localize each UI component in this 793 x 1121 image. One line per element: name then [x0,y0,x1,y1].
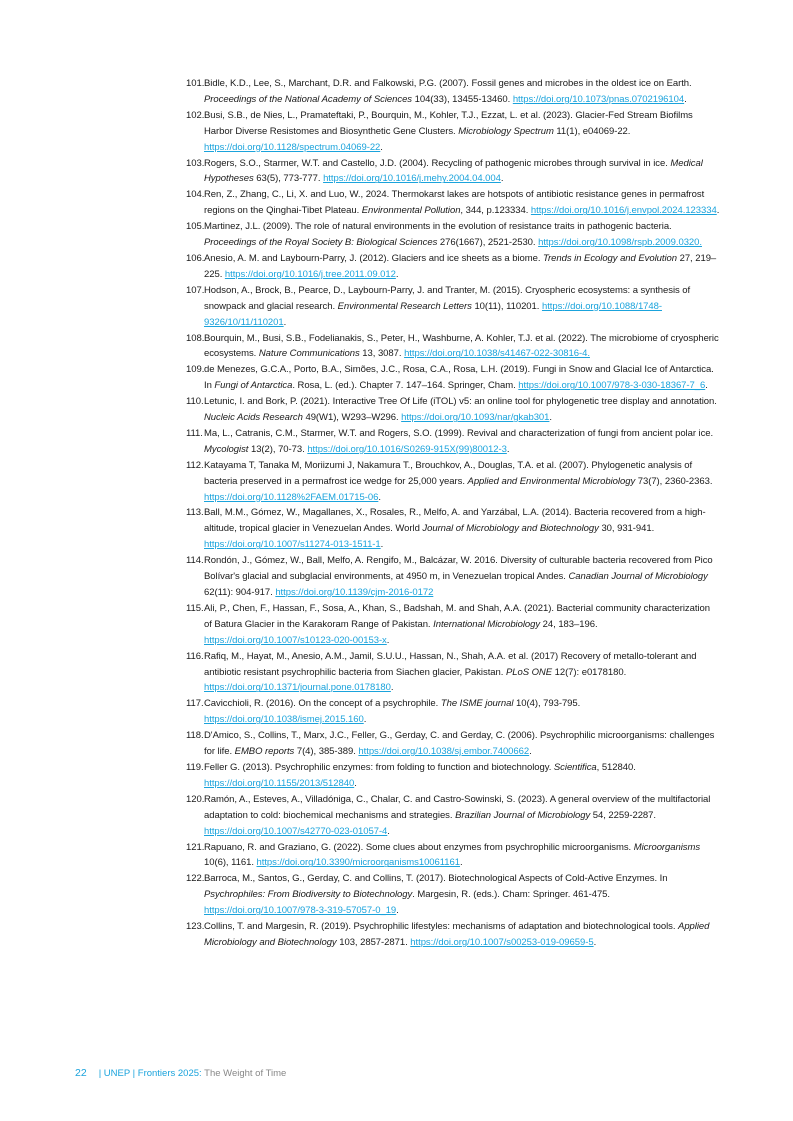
reference-details: , 512840. [596,761,636,773]
reference-item [186,108,720,156]
reference-list [186,76,720,951]
reference-number: 114. [186,555,204,567]
reference-number: 118. [186,730,204,742]
doi-link[interactable]: https://doi.org/10.1016/j.tree.2011.09.012 [224,268,396,280]
reference-authors-title: Anesio, A. M. and Laybourn-Parry, J. (2012). Glaciers and ice sheets as a biome. [204,252,543,264]
reference-number: 104. [186,189,205,201]
reference-journal: Trends in Ecology and Evolution [543,252,677,264]
reference-authors-title: Rogers, S.O., Starmer, W.T. and Castello, J.D. (2004). Recycling of pathogenic microbes through survival in ice. [204,157,671,169]
reference-item [186,251,720,283]
reference-details: 12(7): e0178180. [552,666,627,678]
doi-link[interactable]: https://doi.org/10.1073/pnas.0702196104 [512,93,685,105]
reference-journal: Applied and Environmental Microbiology [467,475,636,487]
reference-details: 13, 3087. [359,348,405,360]
reference-journal: Environmental Pollution [361,205,461,217]
reference-details: 24, 183–196. [540,618,598,630]
reference-text [204,156,720,188]
reference-journal: Scientifica [553,761,597,773]
reference-details: 49(W1), W293–W296. [302,412,402,424]
reference-details: 10(4), 793-795. [513,698,581,710]
reference-item [186,187,720,219]
reference-end: . [390,682,394,694]
reference-journal: Nucleic Acids Research [204,412,303,424]
reference-text [204,840,720,872]
footer-brand: | UNEP | Frontiers 2025: [98,1068,202,1079]
reference-item [186,728,720,760]
reference-authors-title: Feller G. (2013). Psychrophilic enzymes: from folding to function and biotechnology. [204,761,554,773]
doi-link[interactable]: https://doi.org/10.3390/microorganisms10061161 [256,857,461,869]
reference-item [186,792,720,840]
reference-item [186,426,720,458]
reference-text [204,919,720,951]
doi-link[interactable]: https://doi.org/10.1007/s11274-013-1511-1 [204,539,381,551]
reference-end: . [684,93,687,105]
doi-link[interactable]: https://doi.org/10.1016/j.envpol.2024.123334 [530,205,717,217]
reference-end: . [705,380,708,392]
reference-journal: Medical Hypotheses [204,157,703,185]
reference-text [204,251,720,283]
reference-number: 111. [186,427,203,439]
doi-link[interactable]: https://doi.org/10.1016/S0269-915X(99)80012-3 [307,443,507,455]
reference-end: . [395,268,399,280]
reference-end: . [396,905,399,917]
reference-details: 27, 219–225. [204,252,717,280]
reference-text [204,426,720,458]
reference-text [204,76,720,108]
reference-authors-title: Katayama T, Tanaka M, Moriizumi J, Nakamura T., Brouchkov, A., Douglas, T.A. et al. (2007). Phylogenetic analysis of bacteria preserved in a permafrost ice wedge for 25,000 years. [204,459,693,487]
reference-text [204,108,720,156]
reference-item [186,458,720,506]
doi-link[interactable]: https://doi.org/10.1098/rspb.2009.0320. [538,237,702,249]
reference-text [204,601,720,649]
reference-details: 104(33), 13455-13460. [412,93,513,105]
reference-number: 122. [186,873,205,885]
reference-authors-title: Rondón, J., Gómez, W., Ball, Melfo, A. Rengifo, M., Balcázar, W. 2016. Diversity of culturable bacteria recovered from Pico Bolívar's glacial and subglacial environments, at 4950 m, in Venezuelan tropical Andes. [204,555,713,583]
reference-item [186,553,720,601]
reference-number: 105. [186,221,205,233]
reference-number: 113. [186,507,204,519]
reference-journal: Canadian Journal of Microbiology [568,571,708,583]
reference-number: 110. [186,396,204,408]
doi-link[interactable]: https://doi.org/10.1093/nar/gkab301 [401,412,550,424]
reference-journal: Environmental Research Letters [337,300,472,312]
reference-authors-title: Ramón, A., Esteves, A., Villadóniga, C., Chalar, C. and Castro-Sowinski, S. (2023). A general overview of the multifactorial adaptation to cold: biochemical mechanisms and strategies. [204,793,711,821]
reference-end: . [386,634,390,646]
reference-item [186,76,720,108]
reference-details: 10(11), 110201. [471,300,542,312]
reference-journal: Proceedings of the National Academy of Sciences [204,93,413,105]
reference-journal: Nature Communications [258,348,360,360]
reference-text [204,505,720,553]
reference-journal: Applied Microbiology and Biotechnology [204,921,710,948]
reference-authors-title: Ren, Z., Zhang, C., Li, X. and Luo, W., 2024. Thermokarst lakes are hotspots of antibiotic resistance genes in permafrost regions on the Qinghai-Tibet Plateau. [204,189,705,217]
reference-number: 120. [186,793,205,805]
reference-end: . [380,141,383,153]
reference-text [204,362,720,394]
reference-text [204,283,720,331]
reference-authors-title: Collins, T. and Margesin, R. (2019). Psychrophilic lifestyles: mechanisms of adaptation and biotechnological tools. [204,921,679,933]
doi-link[interactable]: https://doi.org/10.1155/2013/512840 [204,777,355,789]
reference-details: 13(2), 70-73. [248,443,308,455]
reference-number: 119. [186,761,204,773]
doi-link[interactable]: https://doi.org/10.1371/journal.pone.0178180 [204,682,391,694]
doi-link[interactable]: https://doi.org/10.1007/978-3-030-18367-7_6 [518,380,706,392]
doi-link[interactable]: https://doi.org/10.1007/s00253-019-09659-5 [410,936,594,948]
reference-journal: Microorganisms [633,841,701,853]
reference-journal: Psychrophiles: From Biodiversity to Biotechnology [204,889,413,901]
reference-details: , 344, p.123334. [460,205,531,217]
reference-authors-title: Busi, S.B., de Nies, L., Pramateftaki, P., Bourquin, M., Kohler, T.J., Ezzat, L. et al. (2023). Glacier-Fed Stream Biofilms Harbor Diverse Resistomes and Biosynthetic Gene Clusters. [204,109,693,137]
reference-text [204,649,720,697]
reference-end: . [593,936,597,948]
reference-number: 109. [186,364,205,376]
reference-authors-title: Martinez, J.L. (2009). The role of natural environments in the evolution of resistance traits in pathogenic bacteria. [204,221,672,233]
reference-end: . [716,205,720,217]
reference-item [186,649,720,697]
reference-text [204,760,720,792]
reference-journal: Proceedings of the Royal Society B: Biological Sciences [204,237,438,249]
page-footer [75,1067,286,1079]
reference-text [204,696,720,728]
reference-number: 115. [186,602,204,614]
doi-link[interactable]: https://doi.org/10.1016/j.mehy.2004.04.004 [323,173,501,185]
reference-number: 108. [186,332,205,344]
reference-details: . Rosa, L. (ed.). Chapter 7. 147–164. Springer, Cham. [292,380,519,392]
reference-item [186,840,720,872]
reference-details: 7(4), 385-389. [294,746,359,758]
doi-link[interactable]: https://doi.org/10.1139/cjm-2016-0172 [275,587,434,598]
doi-link[interactable]: https://doi.org/10.1007/978-3-319-57057-0_19 [204,905,397,917]
reference-text [204,458,720,506]
reference-journal: Brazilian Journal of Microbiology [455,809,591,821]
reference-item [186,505,720,553]
reference-end: . [387,825,390,837]
reference-authors-title: Cavicchioli, R. (2016). On the concept of a psychrophile. [204,698,441,710]
reference-item [186,156,720,188]
reference-text [204,187,720,219]
reference-details: 276(1667), 2521-2530. [437,237,539,249]
reference-authors-title: Rafiq, M., Hayat, M., Anesio, A.M., Jamil, S.U.U., Hassan, N., Shah, A.A. et al. (2017) Recovery of metallo-tolerant and antibiotic resistant psychrophilic bacteria from Siachen glacier, Pakistan. [204,650,697,678]
reference-text [204,728,720,760]
reference-authors-title: Ma, L., Catranis, C.M., Starmer, W.T. and Rogers, S.O. (1999). Revival and characterization of fungi from ancient polar ice. [204,427,714,439]
doi-link[interactable]: https://doi.org/10.1007/s10123-020-00153-x [204,634,387,646]
reference-number: 101. [186,78,205,89]
reference-end: . [529,746,532,758]
reference-journal: Fungi of Antarctica [214,380,293,392]
reference-details: 54, 2259-2287. [590,809,656,821]
reference-journal: The ISME journal [440,698,514,710]
reference-journal: International Microbiology [433,618,541,630]
reference-item [186,696,720,728]
reference-authors-title: Ali, P., Chen, F., Hassan, F., Sosa, A., Khan, S., Badshah, M. and Shah, A.A. (2021). Bacterial community characterization of Batura Glacier in the Karakoram Range of Pakistan. [204,602,710,630]
reference-end: . [460,857,463,869]
reference-details: 63(5), 773-777. [253,173,324,185]
reference-journal: Journal of Microbiology and Biotechnology [422,523,599,535]
reference-authors-title: D'Amico, S., Collins, T., Marx, J.C., Feller, G., Gerday, C. and Gerday, C. (2006). Psychrophilic microorganisms: challenges for life. [204,730,715,758]
reference-details: 10(6), 1161. [204,857,257,869]
footer-subtitle: The Weight of Time [201,1068,287,1079]
reference-authors-title: Bourquin, M., Busi, S.B., Fodelianakis, S., Peter, H., Washburne, A. Kohler, T.J. et al. (2022). The microbiome of cryospheric ecosystems. [204,332,719,360]
reference-authors-title: Hodson, A., Brock, B., Pearce, D., Laybourn-Parry, J. and Tranter, M. (2015). Cryospheric ecosystems: a synthesis of snowpack and glacial research. [204,284,691,312]
reference-details: 73(7), 2360-2363. [635,475,713,487]
doi-link[interactable]: https://doi.org/10.1038/s41467-022-30816-4. [404,348,590,360]
doi-link[interactable]: https://doi.org/10.1128%2FAEM.01715-06 [204,491,379,503]
reference-journal: Mycologist [204,443,249,455]
reference-journal: EMBO reports [234,746,295,758]
reference-number: 116. [186,650,204,662]
reference-authors-title: Letunic, I. and Bork, P. (2021). Interactive Tree Of Life (iTOL) v5: an online tool for phylogenetic tree display and annotation. [204,396,717,408]
doi-link[interactable]: https://doi.org/10.1128/spectrum.04069-22 [204,141,381,153]
reference-number: 121. [186,841,205,853]
reference-authors-title: Bidle, K.D., Lee, S., Marchant, D.R. and Falkowski, P.G. (2007). Fossil genes and microbes in the oldest ice on Earth. [204,78,692,89]
reference-item [186,871,720,919]
doi-link[interactable]: https://doi.org/10.1038/sj.embor.7400662 [358,746,530,758]
reference-text [204,792,720,840]
reference-item [186,219,720,251]
reference-authors-title: Rapuano, R. and Graziano, G. (2022). Some clues about enzymes from psychrophilic microorganisms. [204,841,634,853]
reference-end: . [283,316,287,328]
reference-details: 62(11): 904-917. [204,587,276,598]
reference-text [204,871,720,919]
reference-journal: Microbiology Spectrum [458,125,554,137]
reference-authors-title: Ball, M.M., Gómez, W., Magallanes, X., Rosales, R., Melfo, A. and Yarzábal, L.A. (2014). Bacteria recovered from a high-altitude, tropical glacier in Venezuelan Andes. World [204,507,706,535]
doi-link[interactable]: https://doi.org/10.1088/1748-9326/10/11/110201 [204,300,662,328]
reference-item [186,760,720,792]
reference-item [186,331,720,363]
reference-end: . [500,173,504,185]
reference-details: . Margesin, R. (eds.). Cham: Springer. 461-475. [412,889,611,901]
reference-number: 102. [186,109,205,121]
reference-end: . [354,777,357,789]
reference-number: 106. [186,252,205,264]
reference-text [204,394,720,426]
reference-item [186,283,720,331]
reference-item [186,362,720,394]
page-number: 22 [75,1067,87,1079]
reference-end: . [380,539,384,551]
reference-journal: PLoS ONE [505,666,553,678]
reference-end: . [506,443,510,455]
reference-text [204,553,720,601]
reference-end: . [549,412,552,424]
reference-details: 11(1), e04069-22. [553,125,631,137]
reference-number: 112. [186,459,204,471]
reference-text [204,219,720,251]
reference-item [186,394,720,426]
reference-number: 103. [186,157,205,169]
doi-link[interactable]: https://doi.org/10.1007/s42770-023-01057-4 [204,825,388,837]
reference-authors-title: de Menezes, G.C.A., Porto, B.A., Simões, J.C., Rosa, C.A., Rosa, L.H. (2019). Fungi in Snow and Glacial Ice of Antarctica. In [204,364,714,392]
reference-number: 117. [186,698,204,710]
reference-end: . [378,491,381,503]
reference-end: . [363,714,367,726]
reference-details: 103, 2857-2871. [336,936,411,948]
reference-authors-title: Barroca, M., Santos, G., Gerday, C. and Collins, T. (2017). Biotechnological Aspects of Cold-Active Enzymes. In [204,873,668,885]
reference-text [204,331,720,363]
reference-number: 123. [186,921,205,933]
reference-details: 30, 931-941. [598,523,655,535]
reference-number: 107. [186,284,205,296]
doi-link[interactable]: https://doi.org/10.1038/ismej.2015.160 [204,714,364,726]
reference-item [186,601,720,649]
reference-item [186,919,720,951]
